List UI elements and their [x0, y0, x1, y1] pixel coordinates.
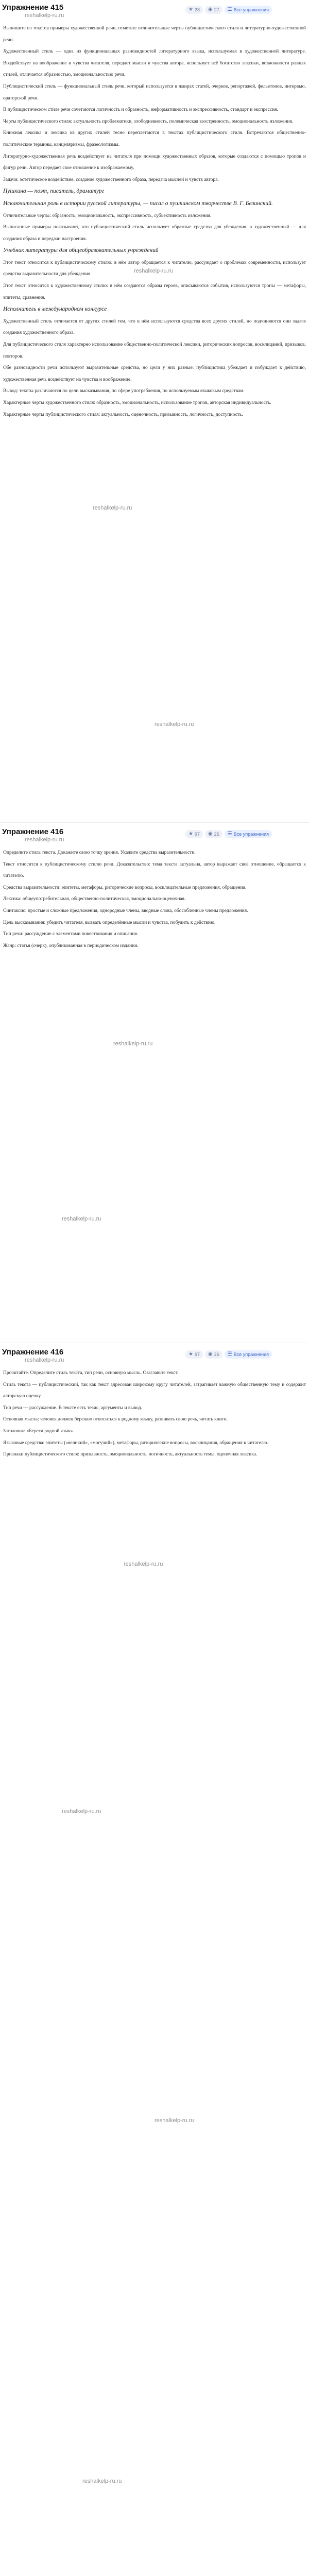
paragraph: Черты публицистического стиля: актуальность проблематики, злободневность, полемическая заостренность, эмоциональность изложения. — [3, 118, 294, 124]
watermark: reshalkelp-ru.ru — [82, 2478, 122, 2484]
paragraph: Заголовок: «Береги родной язык». — [3, 1428, 74, 1434]
watermark: reshalkelp-ru.ru — [25, 837, 64, 843]
number-c-pill[interactable]: ★ 97 — [185, 1350, 203, 1359]
all-exercises-button[interactable]: ☰ Все упражнения — [225, 830, 272, 838]
paragraph: Художественный стиль — одна из функциональных разновидностей литературного языка, используемая в художественной литературе. Воздействует на воображение и чувства читателя, передает мысли и чувства автора, использует всё богатство лексики, возможности разных стилей, отличается образностью, эмоциональностью речи. — [3, 49, 306, 78]
exercise-header — [0, 824, 309, 847]
eye-icon: ◉ — [208, 831, 213, 837]
paragraph: Вывод: тексты различаются по цели высказывания, по сфере употребления, по используемым языковым средствам. — [3, 388, 245, 394]
exercise-block-416-b — [0, 1345, 309, 2576]
paragraph: Выписанные примеры показывают, что публицистический стиль использует образные средства для убеждения, а художественный — для создания образа и передачи настроения. — [3, 225, 306, 242]
eye-icon: ◉ — [208, 7, 213, 12]
exercise-toolbar — [185, 1350, 272, 1359]
paragraph: Тип речи — рассуждение. В тексте есть тезис, аргументы и вывод. — [3, 1405, 142, 1411]
paragraph: Определите стиль текста. Докажите свою точку зрения. Укажите средства выразительности. — [3, 850, 196, 855]
watermark: reshalkelp-ru.ru — [124, 1561, 163, 1567]
exercise-block-415 — [0, 0, 309, 819]
list-icon: ☰ — [227, 1351, 232, 1357]
exercise-content — [3, 847, 306, 952]
paragraph: Характерные черты публицистического стиля: актуальность, оценочность, призывность, логичность, доступность. — [3, 412, 243, 417]
exercise-toolbar — [185, 5, 272, 14]
paragraph: Этот текст относится к художественному стилю: в нём создаются образы героев, описываются события, используются тропы — метафоры, эпитеты, сравнения. — [3, 283, 306, 300]
watermark: reshalkelp-ru.ru — [62, 1216, 101, 1222]
list-icon: ☰ — [227, 831, 232, 837]
watermark: reshalkelp-ru.ru — [113, 1041, 153, 1047]
highlighted-quote: Учебник литературы для общеобразовательных учреждений — [3, 247, 159, 254]
number-c-pill[interactable]: ★ 97 — [185, 830, 203, 838]
paragraph: Художественный стиль отличается от других стилей тем, что в нём используются средства всех других стилей, но подчиняются они задаче создания художественного образа. — [3, 318, 306, 336]
paragraph: Для публицистического стиля характерно использование общественно-политической лексики, риторических вопросов, восклицаний, призывов, повторов. — [3, 342, 306, 359]
exercise-content — [3, 1367, 306, 1461]
paragraph: Синтаксис: простые и сложные предложения, однородные члены, вводные слова, обособленные члены предложения. — [3, 908, 248, 913]
eye-icon: ◉ — [208, 1351, 213, 1357]
highlighted-quote: Исключительная роль в истории русской литературы, — писал о пушкинском творчестве В. Г. Белинский. — [3, 200, 273, 207]
paragraph: Языковые средства: эпитеты («великий», «могучий»), метафоры, риторические вопросы, восклицания, обращения к читателю. — [3, 1440, 268, 1446]
number-a-pill[interactable]: ★ 28 — [185, 6, 203, 14]
number-d-pill[interactable]: ◉ 26 — [205, 1350, 222, 1359]
paragraph: В публицистическом стиле речи сочетаются логичность и образность, информативность и экспрессивность, стандарт и экспрессия. — [3, 107, 278, 113]
all-exercises-button[interactable]: ☰ Все упражнения — [225, 1350, 272, 1359]
watermark: reshalkelp-ru.ru — [93, 505, 132, 511]
paragraph: Книжная лексика и лексика из других стилей тесно переплетаются в текстах публицистического стиля. Встречаются общественно-политические термины, канцеляризмы, фразеологизмы. — [3, 130, 306, 147]
exercise-title: Упражнение 416 — [2, 827, 64, 836]
exercise-header — [0, 1345, 309, 1367]
watermark: reshalkelp-ru.ru — [25, 1357, 64, 1363]
exercise-block-416-a — [0, 824, 309, 1340]
paragraph: Публицистический стиль — функциональный стиль речи, который используется в жанрах статей, очерков, репортажей, фельетонов, интервью, ораторской речи. — [3, 83, 306, 101]
paragraph: Задачи: эстетическое воздействие, создание художественного образа, передача мыслей и чувств автора. — [3, 177, 219, 182]
paragraph: Основная мысль: человек должен бережно относиться к родному языку, развивать свою речь, читать книги. — [3, 1417, 228, 1422]
exercise-title: Упражнение 415 — [2, 3, 64, 12]
paragraph: Жанр: статья (очерк), опубликованная в периодическом издании. — [3, 943, 139, 948]
paragraph: Тип речи: рассуждение с элементами повествования и описания. — [3, 931, 139, 937]
watermark: reshalkelp-ru.ru — [154, 2117, 194, 2124]
paragraph: Цель высказывания: убедить читателя, вызвать определённые мысли и чувства, побудить к действию. — [3, 920, 216, 925]
exercise-toolbar — [185, 829, 272, 839]
list-icon: ☰ — [227, 7, 232, 12]
star-icon: ★ — [188, 831, 193, 837]
exercise-title: Упражнение 416 — [2, 1348, 64, 1357]
watermark: reshalkelp-ru.ru — [25, 12, 64, 19]
divider — [0, 822, 309, 823]
highlighted-quote: Исполнитель в международном конкурсе — [3, 306, 107, 313]
all-exercises-button[interactable]: ☰ Все упражнения — [225, 6, 272, 14]
paragraph: Этот текст относится к публицистическому стилю: в нём автор обращается к читателю, рассуждает о проблемах современности, использует средства выразительности для убеждения. — [3, 260, 306, 277]
paragraph: Характерные черты художественного стиля: образность, эмоциональность, использование тропов, авторская индивидуальность. — [3, 400, 271, 405]
paragraph: Отличительные черты: образность, эмоциональность, экспрессивность, субъективность изложения. — [3, 213, 212, 218]
paragraph: Стиль текста — публицистический, так как текст адресован широкому кругу читателей, затрагивает важную общественную тему и содержит авторскую оценку. — [3, 1382, 306, 1399]
watermark: reshalkelp-ru.ru — [154, 721, 194, 727]
exercise-header — [0, 0, 309, 23]
number-b-pill[interactable]: ◉ 27 — [205, 6, 222, 14]
paragraph: Признаки публицистического стиля: призывность, эмоциональность, логичность, актуальность темы, оценочная лексика. — [3, 1452, 258, 1458]
paragraph: Прочитайте. Определите стиль текста, тип речи, основную мысль. Озаглавьте текст. — [3, 1370, 179, 1376]
star-icon: ★ — [188, 1351, 193, 1357]
paragraph: Лексика: общеупотребительная, общественно-политическая, эмоционально-оценочная. — [3, 896, 186, 902]
paragraph: Средства выразительности: эпитеты, метафоры, риторические вопросы, восклицательные предложения, обращения. — [3, 885, 247, 890]
paragraph: Обе разновидности речи используют выразительные средства, но цели у них разные: публицистика убеждает и побуждает к действию, художественная речь воздействует на чувства и воображение. — [3, 365, 306, 382]
exercise-content — [3, 23, 306, 420]
highlighted-quote: Пушкина — поэт, писатель, драматург — [3, 188, 105, 195]
watermark: reshalkelp-ru.ru — [134, 268, 174, 274]
paragraph: Литературно-художественная речь воздействует на читателя при помощи художественных образов, которые создаются с помощью тропов и фигур речи. Автор передает свое отношение к изображаемому. — [3, 154, 306, 171]
number-d-pill[interactable]: ◉ 26 — [205, 830, 222, 838]
paragraph: Выпишите из текстов примеры художественной речи, отметьте отличительные черты публицистического стиля и литературно-художественной речи. — [3, 26, 306, 43]
star-icon: ★ — [188, 7, 193, 12]
paragraph: Текст относится к публицистическому стилю речи. Доказательство: тема текста актуальна, автор выражает своё отношение, обращается к читателю. — [3, 861, 306, 879]
watermark: reshalkelp-ru.ru — [62, 1808, 101, 1815]
